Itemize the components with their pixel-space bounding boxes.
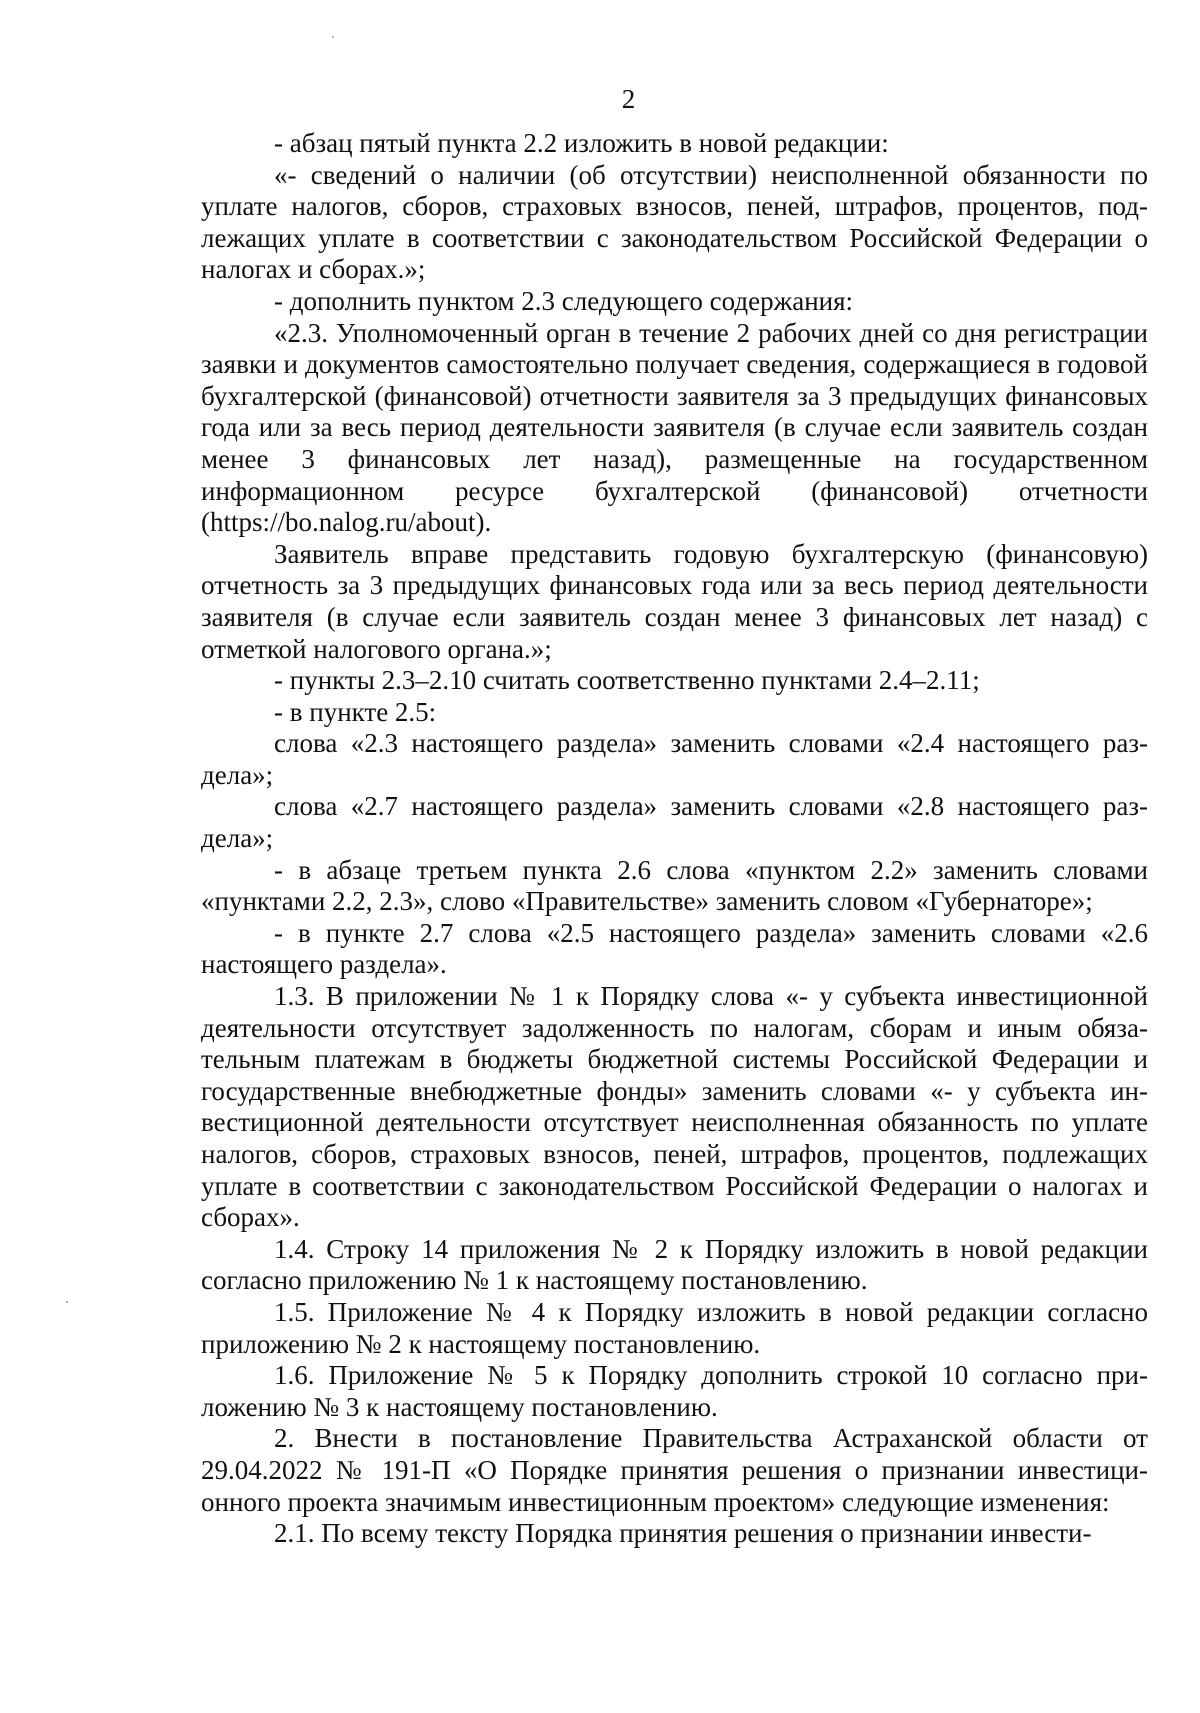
paragraph: - в абзаце третьем пункта 2.6 слова «пунктом 2.2» заменить словами «пунктами 2.2, 2.3», слово «Правительстве» заменить словом «Губернаторе»; (201, 854, 1148, 917)
paragraph: 2. Внести в постановление Правительства Астраханской области от 29.04.2022 № 191-П «О Порядке принятия решения о признании инвестиционного проекта значимым инвестиционным проектом» следующие изменения: (201, 1423, 1148, 1517)
paragraph: слова «2.7 настоящего раздела» заменить словами «2.8 настоящего раздела»; (201, 791, 1148, 854)
paragraph: - пункты 2.3–2.10 считать соответственно пунктами 2.4–2.11; (274, 665, 980, 696)
paragraph: 1.4. Строку 14 приложения № 2 к Порядку изложить в новой редакции согласно приложению № 1 к настоящему постановлению. (201, 1233, 1148, 1296)
scan-speck (66, 1301, 68, 1303)
paragraph: 1.6. Приложение № 5 к Порядку дополнить строкой 10 согласно приложению № 3 к настоящему постановлению. (201, 1360, 1148, 1422)
paragraph: - в пункте 2.5: (274, 696, 437, 727)
paragraph: слова «2.3 настоящего раздела» заменить словами «2.4 настоящего раздела»; (201, 728, 1148, 790)
paragraph: 2.1. По всему тексту Порядка принятия решения о признании инвести- (274, 1518, 1092, 1549)
paragraph: 1.3. В приложении № 1 к Порядку слова «- у субъекта инвестиционной деятельности отсутствует задолженность по налогам, сборам и иным обязательным платежам в бюджеты бюджетной системы Российской Федерации и государственные внебюджетные фонды» заменить словами «- у субъекта инвестиционной деятельности отсутствует неисполненная обязанность по уплате налогов, сборов, страховых взносов, пеней, штрафов, процентов, подлежащих уплате в соответствии с законодательством Российской Федерации о налогах и сборах». (201, 981, 1148, 1233)
paragraph: 1.5. Приложение № 4 к Порядку изложить в новой редакции согласно приложению № 2 к настоящему постановлению. (201, 1296, 1148, 1359)
page-number: 2 (621, 84, 636, 114)
scan-speck (332, 36, 334, 38)
paragraph: «- сведений о наличии (об отсутствии) неисполненной обязанности по уплате налогов, сборов, страховых взносов, пеней, штрафов, процентов, подлежащих уплате в соответствии с законодательством Российской Федерации о налогах и сборах.»; (201, 159, 1148, 285)
paragraph: - абзац пятый пункта 2.2 изложить в новой редакции: (274, 128, 889, 158)
paragraph: «2.3. Уполномоченный орган в течение 2 рабочих дней со дня регистрации заявки и документов самостоятельно получает сведения, содержащиеся в годовой бухгалтерской (финансовой) отчетности заявителя за 3 предыдущих финансовых года или за весь период деятельности заявителя (в случае если заявитель создан менее 3 финансовых лет назад), размещенные на государственном информационном ресурсе бухгалтерской (финансовой) отчетности (https://bo.nalog.ru/about). (201, 317, 1148, 538)
paragraph: - в пункте 2.7 слова «2.5 настоящего раздела» заменить словами «2.6 настоящего раздела». (201, 917, 1148, 980)
paragraph: - дополнить пунктом 2.3 следующего содержания: (274, 285, 854, 316)
paragraph: Заявитель вправе представить годовую бухгалтерскую (финансовую) отчетность за 3 предыдущих финансовых года или за весь период деятельности заявителя (в случае если заявитель создан менее 3 финансовых лет назад) с отметкой налогового органа.»; (201, 538, 1148, 664)
document-body (201, 128, 1148, 1550)
